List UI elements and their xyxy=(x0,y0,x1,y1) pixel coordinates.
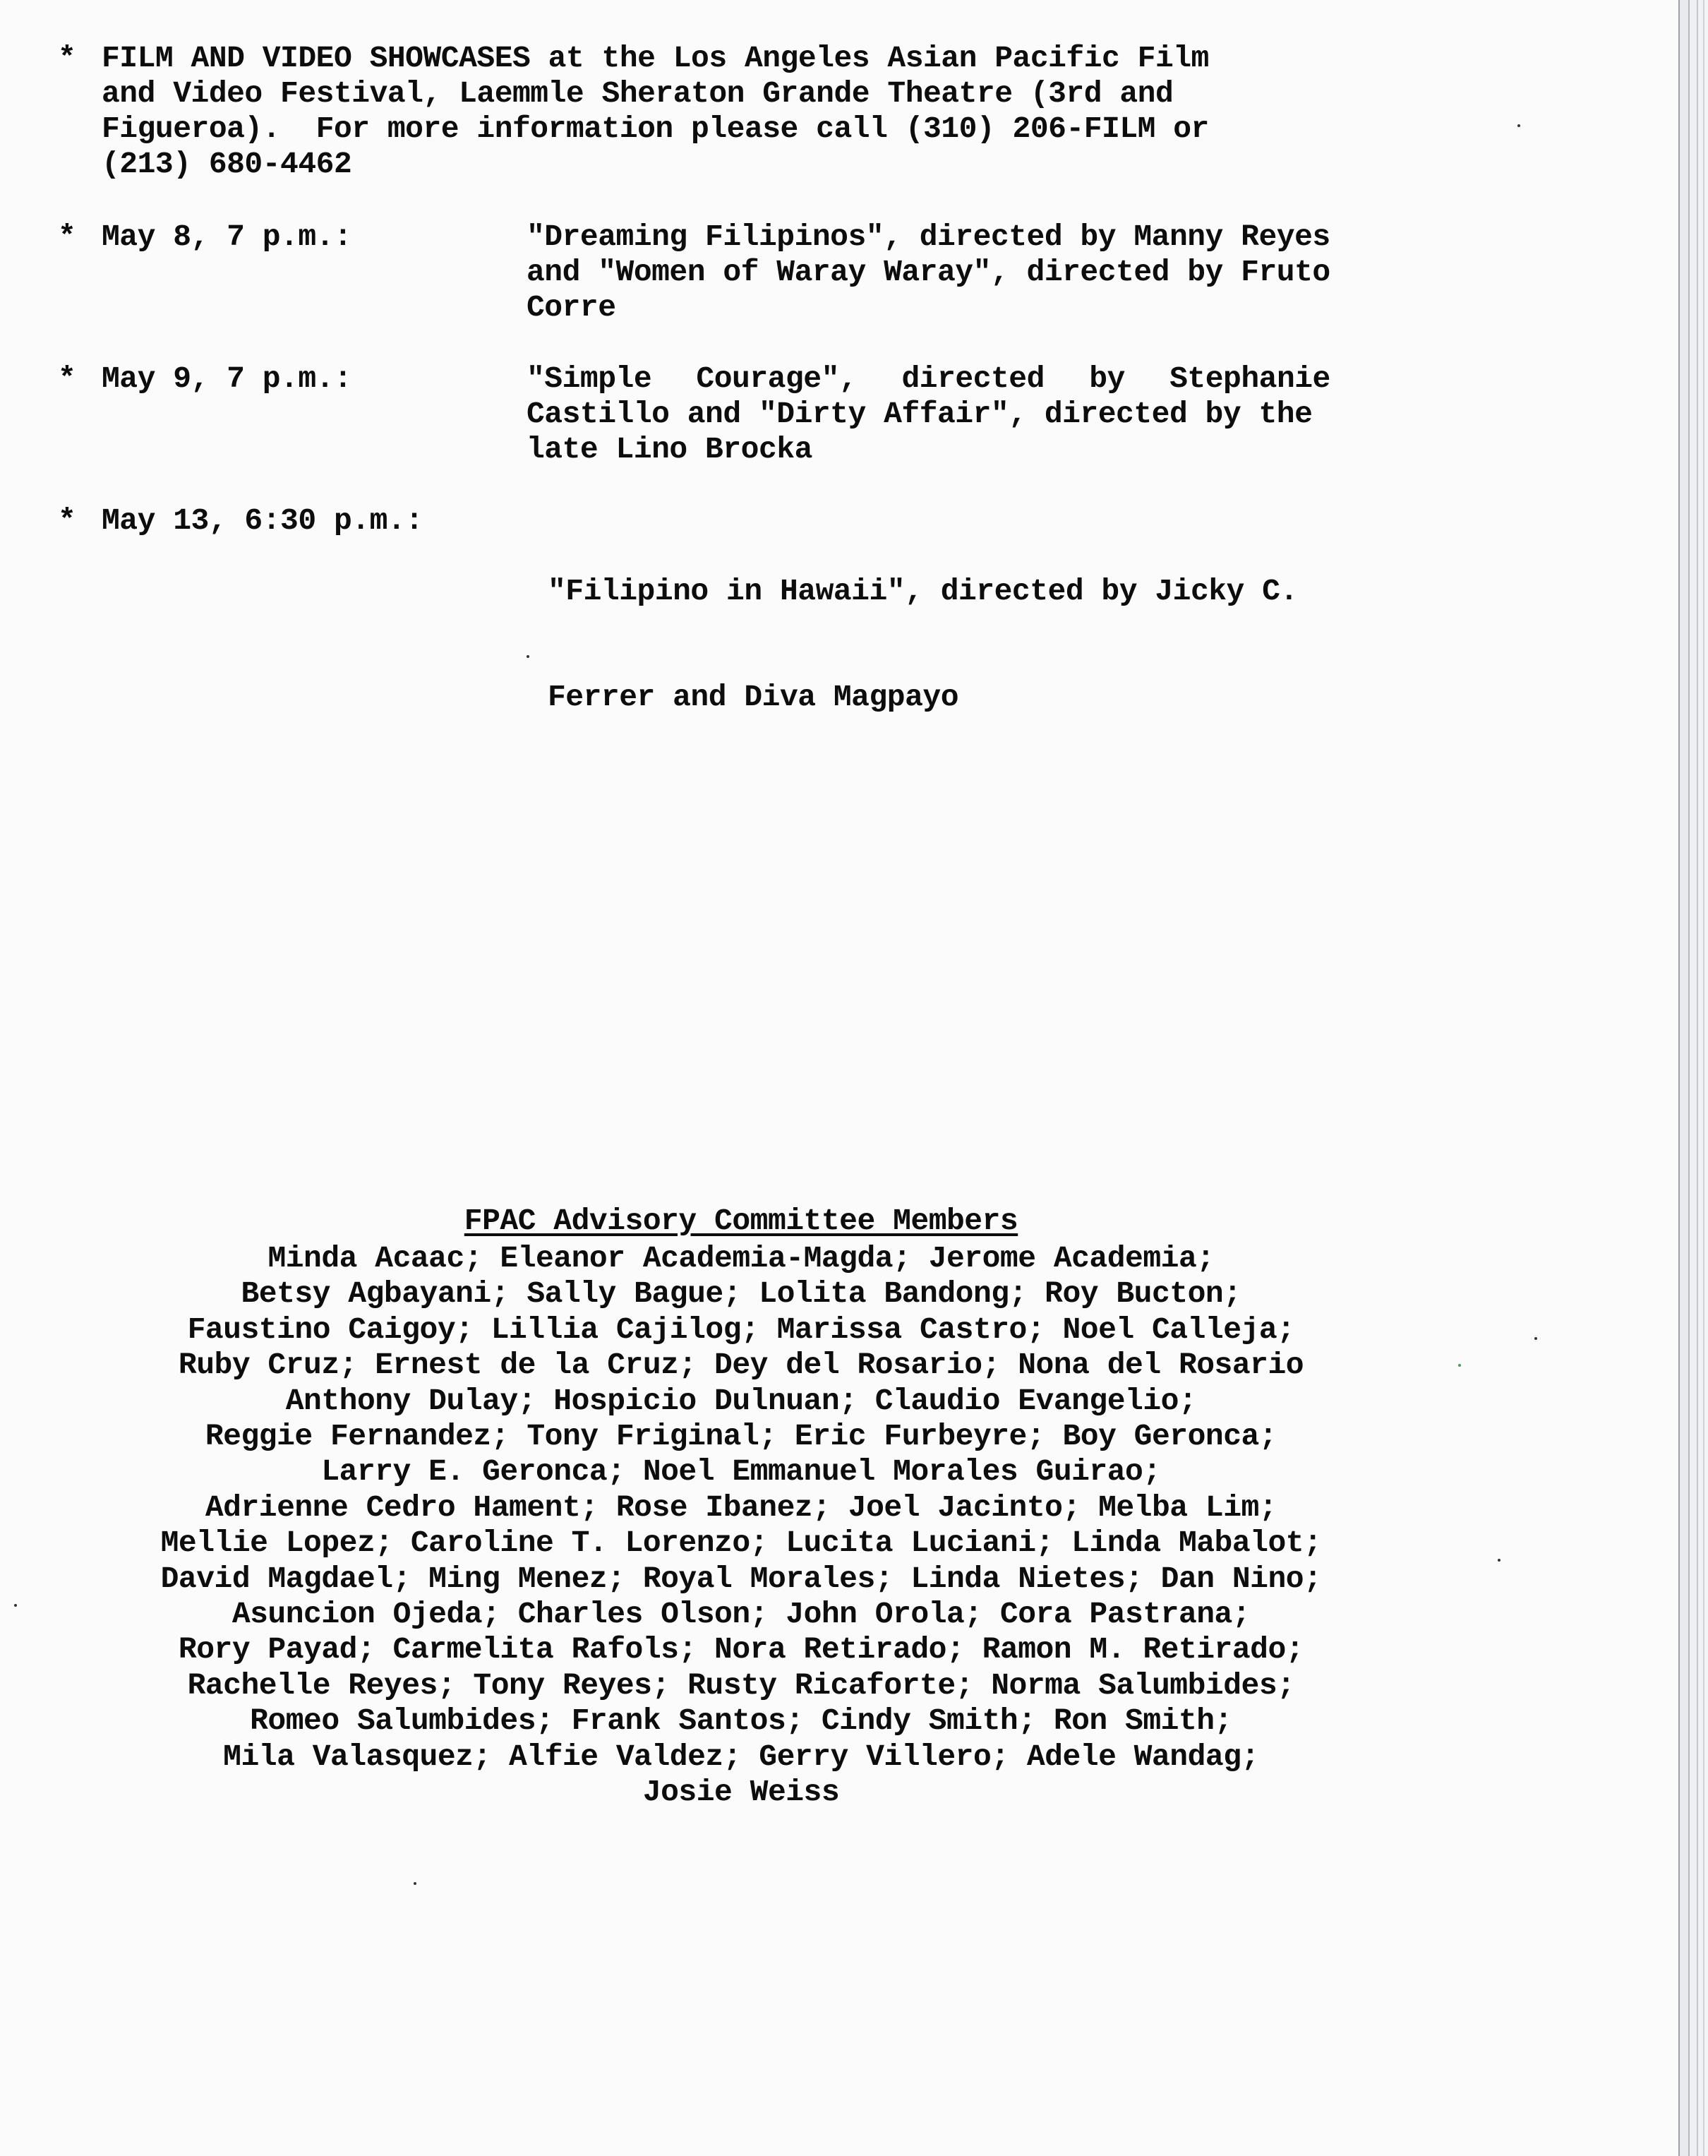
stacked-page-edge xyxy=(1703,0,1708,2156)
intro-line: FILM AND VIDEO SHOWCASES at the Los Angeles Asian Pacific Film xyxy=(102,41,1209,76)
bullet-star: * xyxy=(58,220,76,254)
bullet-star: * xyxy=(58,361,76,396)
screening-description xyxy=(527,361,1493,467)
screening-line: Castillo and "Dirty Affair", directed by the xyxy=(527,397,1313,431)
screening-line: "Simple Courage", directed by Stephanie xyxy=(527,361,1330,396)
committee-title: FPAC Advisory Committee Members xyxy=(464,1204,1018,1238)
member-line: Adrienne Cedro Hament; Rose Ibanez; Joel Jacinto; Melba Lim; xyxy=(205,1490,1277,1525)
member-line: Mellie Lopez; Caroline T. Lorenzo; Lucita Luciani; Linda Mabalot; xyxy=(160,1526,1322,1561)
screening-line: Corre xyxy=(527,290,616,325)
intro-line: Figueroa). For more information please call (310) 206-FILM or xyxy=(102,112,1209,146)
screening-date: May 9, 7 p.m.: xyxy=(102,361,352,396)
member-line: Faustino Caigoy; Lillia Cajilog; Marissa Castro; Noel Calleja; xyxy=(187,1312,1295,1347)
scan-speck xyxy=(1534,1337,1537,1340)
intro-line: (213) 680-4462 xyxy=(102,147,352,181)
screening-line: "Dreaming Filipinos", directed by Manny Reyes xyxy=(527,220,1330,254)
screening-line: late Lino Brocka xyxy=(527,432,812,467)
screening-date: May 13, 6:30 p.m.: xyxy=(102,503,423,538)
screening-line: "Filipino in Hawaii", directed by Jicky C. xyxy=(548,574,1298,609)
member-line: Romeo Salumbides; Frank Santos; Cindy Smith; Ron Smith; xyxy=(250,1703,1232,1739)
member-line: Mila Valasquez; Alfie Valdez; Gerry Villero; Adele Wandag; xyxy=(223,1739,1259,1774)
scan-speck xyxy=(1498,1559,1500,1562)
bullet-star: * xyxy=(58,503,76,538)
scan-speck xyxy=(527,655,529,658)
bullet-star: * xyxy=(58,41,76,76)
intro-line: and Video Festival, Laemmle Sheraton Grande Theatre (3rd and xyxy=(102,76,1174,111)
member-line: Asuncion Ojeda; Charles Olson; John Orola; Cora Pastrana; xyxy=(231,1597,1251,1632)
member-line: Reggie Fernandez; Tony Friginal; Eric Furbeyre; Boy Geronca; xyxy=(205,1419,1277,1454)
member-line: Larry E. Geronca; Noel Emmanuel Morales Guirao; xyxy=(321,1454,1161,1490)
screening-description xyxy=(527,220,1493,325)
member-line: Rachelle Reyes; Tony Reyes; Rusty Ricaforte; Norma Salumbides; xyxy=(187,1667,1295,1703)
showcase-intro xyxy=(102,41,1513,182)
member-line: Anthony Dulay; Hospicio Dulnuan; Claudio Evangelio; xyxy=(285,1383,1197,1418)
scan-speck xyxy=(14,1604,17,1607)
member-line: Rory Payad; Carmelita Rafols; Nora Retirado; Ramon M. Retirado; xyxy=(178,1632,1304,1667)
advisory-committee xyxy=(0,1202,1482,1811)
scan-speck xyxy=(414,1882,416,1885)
member-line: Betsy Agbayani; Sally Bague; Lolita Bandong; Roy Bucton; xyxy=(241,1276,1241,1312)
screening-description xyxy=(548,503,1298,750)
screening-line: and "Women of Waray Waray", directed by Fruto xyxy=(527,255,1330,289)
member-line: Josie Weiss xyxy=(642,1775,840,1810)
member-line: David Magdael; Ming Menez; Royal Morales; Linda Nietes; Dan Nino; xyxy=(160,1561,1322,1596)
member-line: Minda Acaac; Eleanor Academia-Magda; Jerome Academia; xyxy=(267,1241,1215,1276)
scan-speck xyxy=(1458,1364,1461,1367)
screening-date: May 8, 7 p.m.: xyxy=(102,220,352,254)
member-line: Ruby Cruz; Ernest de la Cruz; Dey del Rosario; Nona del Rosario xyxy=(178,1348,1304,1383)
scan-speck xyxy=(1517,124,1520,127)
screening-line: Ferrer and Diva Magpayo xyxy=(548,680,958,714)
